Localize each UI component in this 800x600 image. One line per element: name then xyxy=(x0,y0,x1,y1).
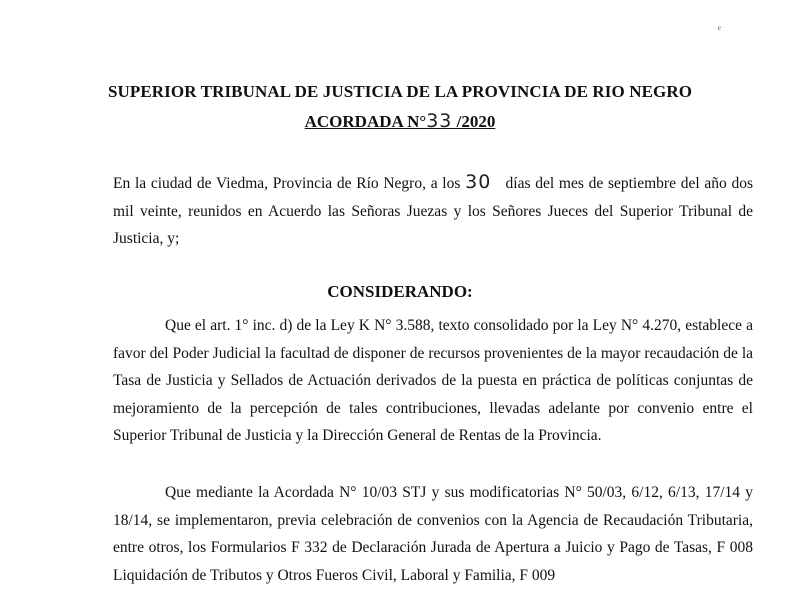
intro-paragraph xyxy=(113,169,753,253)
considerando-heading: CONSIDERANDO: xyxy=(327,282,473,301)
corner-mark: ₑ xyxy=(718,18,722,32)
intro-before-day: En la ciudad de Viedma, Provincia de Río Negro, a los xyxy=(113,175,461,192)
paragraph-1: Que el art. 1° inc. d) de la Ley K N° 3.588, texto consolidado por la Ley N° 4.270, establece a favor del Poder Judicial la facultad de disponer de recursos provenientes de la mayor recaudación de la Tasa de Justicia y Sellados de Actuación derivados de la puesta en práctica de políticas conjuntas de mejoramiento de la percepción de tales contribuciones, llevadas adelante por convenio entre el Superior Tribunal de Justicia y la Dirección General de Rentas de la Provincia. xyxy=(113,317,753,444)
paragraph-2: Que mediante la Acordada N° 10/03 STJ y sus modificatorias N° 50/03, 6/12, 6/13, 17/14 y 18/14, se implementaron, previa celebración de convenios con la Agencia de Recaudación Tributaria, entre otros, los Formularios F 332 de Declaración Jurada de Apertura a Juicio y Pago de Tasas, F 008 Liquidación de Tributos y Otros Fueros Civil, Laboral y Familia, F 009 xyxy=(113,484,753,584)
document-title: SUPERIOR TRIBUNAL DE JUSTICIA DE LA PROVINCIA DE RIO NEGRO xyxy=(107,82,693,101)
acordada-line xyxy=(0,110,800,132)
acordada-handwritten-number: 33 xyxy=(426,110,453,132)
acordada-number xyxy=(305,112,496,131)
acordada-prefix: ACORDADA N° xyxy=(304,112,427,131)
acordada-year: /2020 xyxy=(456,112,496,131)
intro-after-day: días del mes de septiembre del año dos mil veinte, reunidos en Acuerdo las Señoras Juezas y los Señores Jueces del Superior Tribunal de Justicia, y; xyxy=(113,175,754,247)
intro-handwritten-day: 30 xyxy=(465,171,492,193)
